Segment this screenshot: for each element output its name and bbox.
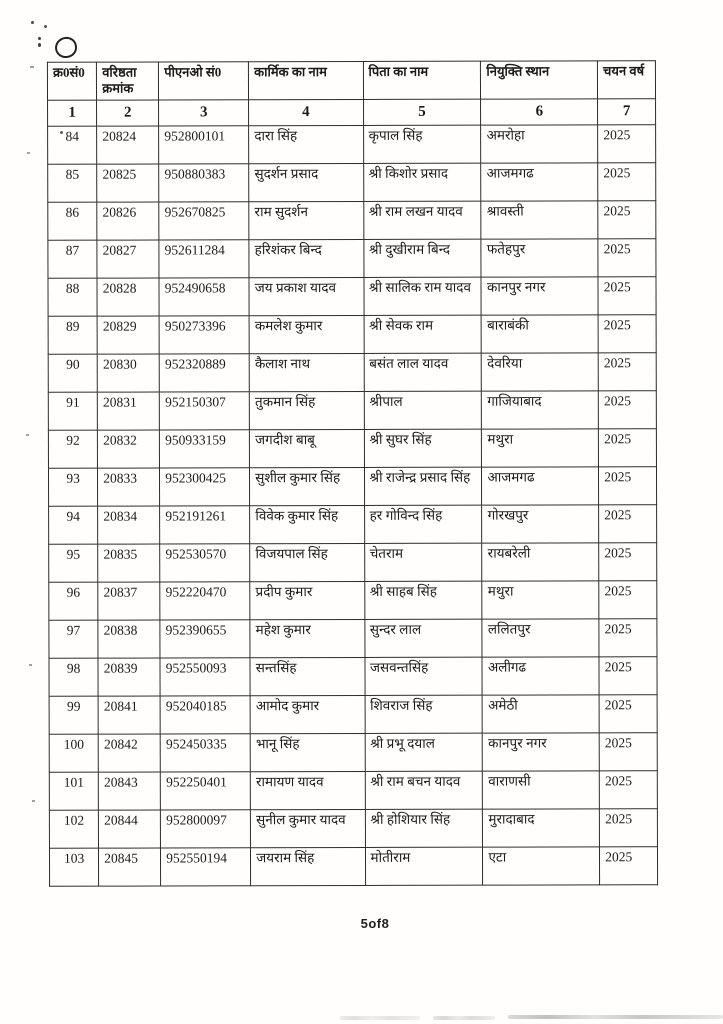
cell-posting-place: देवरिया	[482, 352, 599, 390]
cell-serial: 102	[49, 810, 98, 848]
cell-pno: 952550194	[161, 847, 251, 885]
cell-seniority: 20843	[99, 772, 161, 810]
column-number: 3	[159, 99, 249, 125]
cell-serial: 103	[49, 848, 98, 886]
cell-selection-year: 2025	[598, 124, 656, 162]
table-row	[48, 162, 656, 202]
table-row	[48, 466, 656, 506]
cell-seniority: 20834	[98, 506, 160, 544]
ink-dot	[38, 37, 41, 40]
cell-name: रामायण यादव	[250, 771, 364, 809]
cell-seniority: 20824	[97, 126, 159, 164]
cell-posting-place: श्रावस्ती	[481, 200, 598, 238]
cell-father-name: हर गोविन्द सिंह	[364, 505, 482, 543]
cell-posting-place: गाजियाबाद	[482, 390, 599, 428]
cell-father-name: श्री राजेन्द्र प्रसाद सिंह	[364, 467, 482, 505]
cell-selection-year: 2025	[600, 808, 658, 846]
cell-pno: 952040185	[160, 695, 250, 733]
cell-name: विजयपाल सिंह	[250, 543, 364, 581]
personnel-roster-table	[47, 60, 658, 886]
cell-selection-year: 2025	[598, 352, 656, 390]
cell-serial: 90	[48, 354, 97, 392]
cell-pno: 950933159	[160, 429, 250, 467]
cell-seniority: 20827	[97, 240, 159, 278]
cell-father-name: सुन्दर लाल	[364, 619, 482, 657]
table-row	[49, 808, 657, 848]
cell-selection-year: 2025	[598, 390, 656, 428]
cell-serial: 87	[48, 240, 97, 278]
cell-pno: 952150307	[160, 391, 250, 429]
cell-posting-place: मथुरा	[482, 428, 599, 466]
header-father-name: पिता का नाम	[363, 61, 481, 99]
cell-father-name: श्री राम लखन यादव	[363, 201, 481, 239]
cell-name: प्रदीप कुमार	[250, 581, 364, 619]
cell-pno: 950273396	[159, 315, 249, 353]
cell-serial: 88	[48, 278, 97, 316]
cell-pno: 952530570	[160, 543, 250, 581]
cell-posting-place: एटा	[483, 846, 600, 884]
cell-serial: 96	[49, 582, 98, 620]
cell-pno: 950880383	[159, 163, 249, 201]
cell-name: सुशील कुमार सिंह	[250, 467, 364, 505]
cell-selection-year: 2025	[599, 732, 657, 770]
cell-pno: 952450335	[160, 733, 250, 771]
cell-father-name: श्रीपाल	[364, 391, 482, 429]
cell-seniority: 20825	[97, 164, 159, 202]
cell-pno: 952611284	[159, 239, 249, 277]
cell-pno: 952220470	[160, 581, 250, 619]
ink-dot	[31, 21, 34, 24]
cell-name: हरिशंकर बिन्द	[249, 239, 363, 277]
cell-serial: 89	[48, 316, 97, 354]
cell-selection-year: 2025	[599, 770, 657, 808]
cell-father-name: श्री सेवक राम	[364, 315, 482, 353]
cell-name: तुकमान सिंह	[250, 391, 364, 429]
cell-father-name: कृपाल सिंह	[363, 125, 481, 163]
cell-seniority: 20845	[99, 848, 161, 886]
cell-name: सुनील कुमार यादव	[251, 809, 365, 847]
cell-seniority: 20842	[98, 734, 160, 772]
table-row	[48, 238, 656, 278]
cell-pno: 952390655	[160, 619, 250, 657]
column-number: 1	[48, 100, 97, 126]
cell-posting-place: गोरखपुर	[482, 504, 599, 542]
cell-father-name: मोतीराम	[365, 847, 483, 885]
cell-pno: 952800097	[161, 809, 251, 847]
cell-serial: 99	[49, 696, 98, 734]
table-row	[49, 618, 657, 658]
ink-dot	[38, 43, 41, 47]
cell-seniority: 20844	[99, 810, 161, 848]
cell-name: भानू सिंह	[250, 733, 364, 771]
pen-circle-mark	[54, 36, 79, 60]
header-seniority: वरिष्ठता क्रमांक	[97, 62, 159, 100]
cell-pno: 952800101	[159, 125, 249, 163]
cell-selection-year: 2025	[598, 314, 656, 352]
cell-father-name: श्री साहब सिंह	[364, 581, 482, 619]
cell-posting-place: फतेहपुर	[481, 238, 598, 276]
cell-name: महेश कुमार	[250, 619, 364, 657]
table-row	[49, 770, 657, 810]
scan-speck	[30, 66, 34, 68]
column-number: 4	[249, 99, 363, 125]
cell-posting-place: कानपुर नगर	[483, 732, 600, 770]
cell-seniority: 20839	[98, 658, 160, 696]
cell-name: आमोद कुमार	[250, 695, 364, 733]
cell-serial: 91	[48, 392, 97, 430]
cell-seniority: 20838	[98, 620, 160, 658]
cell-posting-place: अमरोहा	[481, 124, 598, 162]
cell-serial: 100	[49, 734, 98, 772]
cell-selection-year: 2025	[599, 466, 657, 504]
cell-seniority: 20837	[98, 582, 160, 620]
column-number: 6	[481, 98, 598, 124]
cell-father-name: श्री राम बचन यादव	[365, 771, 483, 809]
table-row	[48, 124, 656, 164]
cell-selection-year: 2025	[599, 618, 657, 656]
cell-posting-place: वाराणसी	[483, 770, 600, 808]
scan-smudge	[340, 1016, 420, 1020]
cell-father-name: श्री होशियार सिंह	[365, 809, 483, 847]
scan-speck	[29, 664, 32, 666]
cell-pno: 952670825	[159, 201, 249, 239]
column-number: 7	[598, 98, 656, 124]
cell-seniority: 20830	[97, 354, 159, 392]
scan-smudge	[433, 1016, 495, 1020]
cell-father-name: जसवन्तसिंह	[364, 657, 482, 695]
cell-posting-place: अमेठी	[483, 694, 600, 732]
cell-father-name: शिवराज सिंह	[365, 695, 483, 733]
ink-dot	[44, 25, 47, 28]
cell-posting-place: आजमगढ	[482, 466, 599, 504]
cell-name: विवेक कुमार सिंह	[250, 505, 364, 543]
cell-seniority: 20832	[98, 430, 160, 468]
cell-selection-year: 2025	[599, 504, 657, 542]
cell-posting-place: मुरादाबाद	[483, 808, 600, 846]
column-number: 2	[97, 100, 159, 126]
table-row	[49, 694, 657, 734]
table-body	[48, 124, 658, 886]
table-row	[49, 580, 657, 620]
cell-serial: 84	[48, 126, 97, 164]
header-selection-year: चयन वर्ष	[598, 61, 656, 99]
cell-posting-place: आजमगढ	[481, 162, 598, 200]
header-posting-place: नियुक्ति स्थान	[481, 61, 598, 99]
cell-name: कमलेश कुमार	[249, 315, 363, 353]
header-name: कार्मिक का नाम	[249, 61, 363, 99]
table-row	[48, 428, 656, 468]
scan-speck	[32, 800, 35, 802]
header-serial: क्र0सं0	[47, 62, 96, 100]
cell-father-name: श्री प्रभू दयाल	[365, 733, 483, 771]
cell-posting-place: कानपुर नगर	[481, 276, 598, 314]
cell-posting-place: अलीगढ	[482, 656, 599, 694]
cell-seniority: 20828	[97, 278, 159, 316]
column-number-row	[48, 98, 656, 126]
cell-name: सुदर्शन प्रसाद	[249, 163, 363, 201]
cell-pno: 952300425	[160, 467, 250, 505]
cell-selection-year: 2025	[599, 580, 657, 618]
table-row	[48, 390, 656, 430]
scan-smudge	[508, 1015, 723, 1019]
cell-name: राम सुदर्शन	[249, 201, 363, 239]
cell-serial: 92	[48, 430, 97, 468]
cell-selection-year: 2025	[599, 542, 657, 580]
cell-posting-place: ललितपुर	[482, 618, 599, 656]
cell-serial: 93	[48, 468, 97, 506]
cell-serial: 95	[49, 544, 98, 582]
cell-posting-place: मथुरा	[482, 580, 599, 618]
cell-name: जय प्रकाश यादव	[249, 277, 363, 315]
cell-name: कैलाश नाथ	[249, 353, 363, 391]
cell-father-name: चेतराम	[364, 543, 482, 581]
table-header-row	[47, 61, 655, 100]
table-row	[48, 352, 656, 392]
cell-pno: 952250401	[161, 771, 251, 809]
cell-posting-place: रायबरेली	[482, 542, 599, 580]
page-number: 5of8	[360, 916, 390, 931]
cell-serial: 101	[49, 772, 98, 810]
cell-selection-year: 2025	[598, 238, 656, 276]
cell-father-name: श्री किशोर प्रसाद	[363, 163, 481, 201]
cell-serial: 98	[49, 658, 98, 696]
scan-speck	[26, 434, 29, 436]
cell-father-name: श्री सालिक राम यादव	[364, 277, 482, 315]
cell-serial: 97	[49, 620, 98, 658]
table-row	[48, 276, 656, 316]
cell-seniority: 20841	[98, 696, 160, 734]
cell-selection-year: 2025	[599, 656, 657, 694]
cell-pno: 952550093	[160, 657, 250, 695]
column-number: 5	[363, 99, 481, 125]
cell-selection-year: 2025	[598, 162, 656, 200]
cell-selection-year: 2025	[598, 200, 656, 238]
table-row	[49, 732, 657, 772]
cell-serial: 94	[49, 506, 98, 544]
cell-seniority: 20835	[98, 544, 160, 582]
cell-father-name: श्री सुघर सिंह	[364, 429, 482, 467]
header-pno: पीएनओ सं0	[159, 62, 249, 100]
cell-name: जगदीश बाबू	[250, 429, 364, 467]
cell-father-name: श्री दुखीराम बिन्द	[363, 239, 481, 277]
cell-pno: 952320889	[159, 353, 249, 391]
cell-seniority: 20831	[98, 392, 160, 430]
cell-selection-year: 2025	[599, 428, 657, 466]
table-row	[48, 314, 656, 354]
cell-father-name: बसंत लाल यादव	[364, 353, 482, 391]
cell-name: सन्तसिंह	[250, 657, 364, 695]
cell-name: जयराम सिंह	[251, 847, 365, 885]
table-row	[49, 542, 657, 582]
table-row	[49, 846, 657, 886]
cell-selection-year: 2025	[599, 694, 657, 732]
cell-seniority: 20829	[97, 316, 159, 354]
cell-seniority: 20833	[98, 468, 160, 506]
cell-serial: 85	[48, 164, 97, 202]
cell-seniority: 20826	[97, 202, 159, 240]
cell-name: दारा सिंह	[249, 125, 363, 163]
cell-selection-year: 2025	[598, 276, 656, 314]
table-row	[48, 200, 656, 240]
cell-serial: 86	[48, 202, 97, 240]
cell-pno: 952490658	[159, 277, 249, 315]
cell-pno: 952191261	[160, 505, 250, 543]
table-row	[49, 656, 657, 696]
table-row	[49, 504, 657, 544]
scan-speck	[27, 152, 30, 154]
cell-posting-place: बाराबंकी	[482, 314, 599, 352]
cell-selection-year: 2025	[600, 846, 658, 884]
